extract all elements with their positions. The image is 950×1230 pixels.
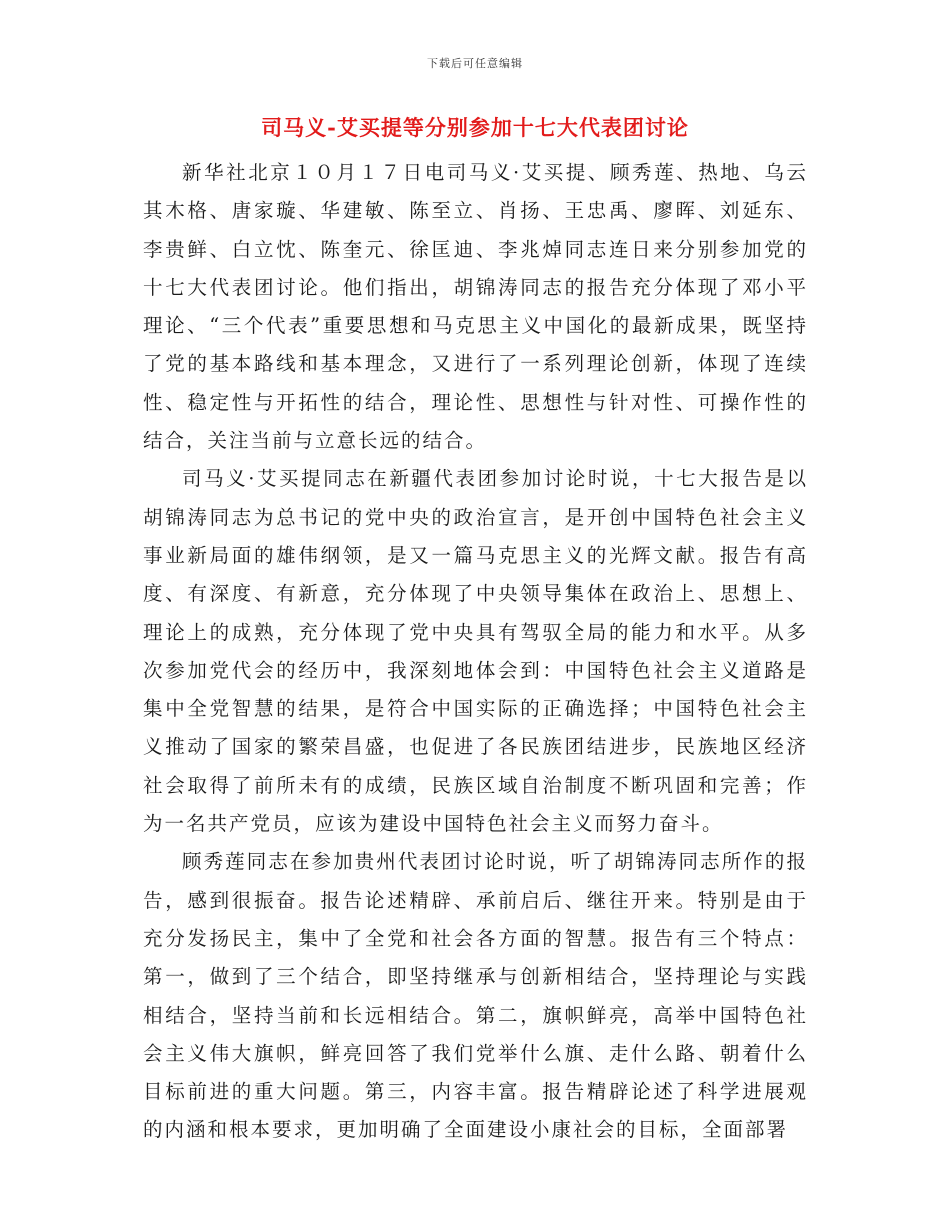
header-note: 下载后可任意编辑 [427,57,523,70]
article-title: 司马义-艾买提等分别参加十七大代表团讨论 [261,115,689,140]
paragraph-2: 司马义·艾买提同志在新疆代表团参加讨论时说，十七大报告是以胡锦涛同志为总书记的党中央的政治宣言，是开创中国特色社会主义事业新局面的雄伟纲领，是又一篇马克思主义的光辉文献。报告有高度、有深度、有新意，充分体现了中央领导集体在政治上、思想上、理论上的成熟，充分体现了党中央具有驾驭全局的能力和水平。从多次参加党代会的经历中，我深刻地体会到：中国特色社会主义道路是集中全党智慧的结果，是符合中国实际的正确选择；中国特色社会主义推动了国家的繁荣昌盛，也促进了各民族团结进步，民族地区经济社会取得了前所未有的成绩，民族区域自治制度不断巩固和完善；作为一名共产党员，应该为建设中国特色社会主义而努力奋斗。 [143,467,808,836]
paragraph-1: 新华社北京１０月１７日电司马义·艾买提、顾秀莲、热地、乌云其木格、唐家璇、华建敏、陈至立、肖扬、王忠禹、廖晖、刘延东、李贵鲜、白立忱、陈奎元、徐匡迪、李兆焯同志连日来分别参加党的十七大代表团讨论。他们指出，胡锦涛同志的报告充分体现了邓小平理论、“三个代表”重要思想和马克思主义中国化的最新成果，既坚持了党的基本路线和基本理念，又进行了一系列理论创新，体现了连续性、稳定性与开拓性的结合，理论性、思想性与针对性、可操作性的结合，关注当前与立意长远的结合。 [143,161,808,453]
paragraph-3: 顾秀莲同志在参加贵州代表团讨论时说，听了胡锦涛同志所作的报告，感到很振奋。报告论述精辟、承前启后、继往开来。特别是由于充分发扬民主，集中了全党和社会各方面的智慧。报告有三个特点：第一，做到了三个结合，即坚持继承与创新相结合，坚持理论与实践相结合，坚持当前和长远相结合。第二，旗帜鲜亮，高举中国特色社会主义伟大旗帜，鲜亮回答了我们党举什么旗、走什么路、朝着什么目标前进的重大问题。第三，内容丰富。报告精辟论述了科学进展观的内涵和根本要求，更加明确了全面建设小康社会的目标，全面部署 [143,850,808,1142]
article-body [143,154,808,1150]
